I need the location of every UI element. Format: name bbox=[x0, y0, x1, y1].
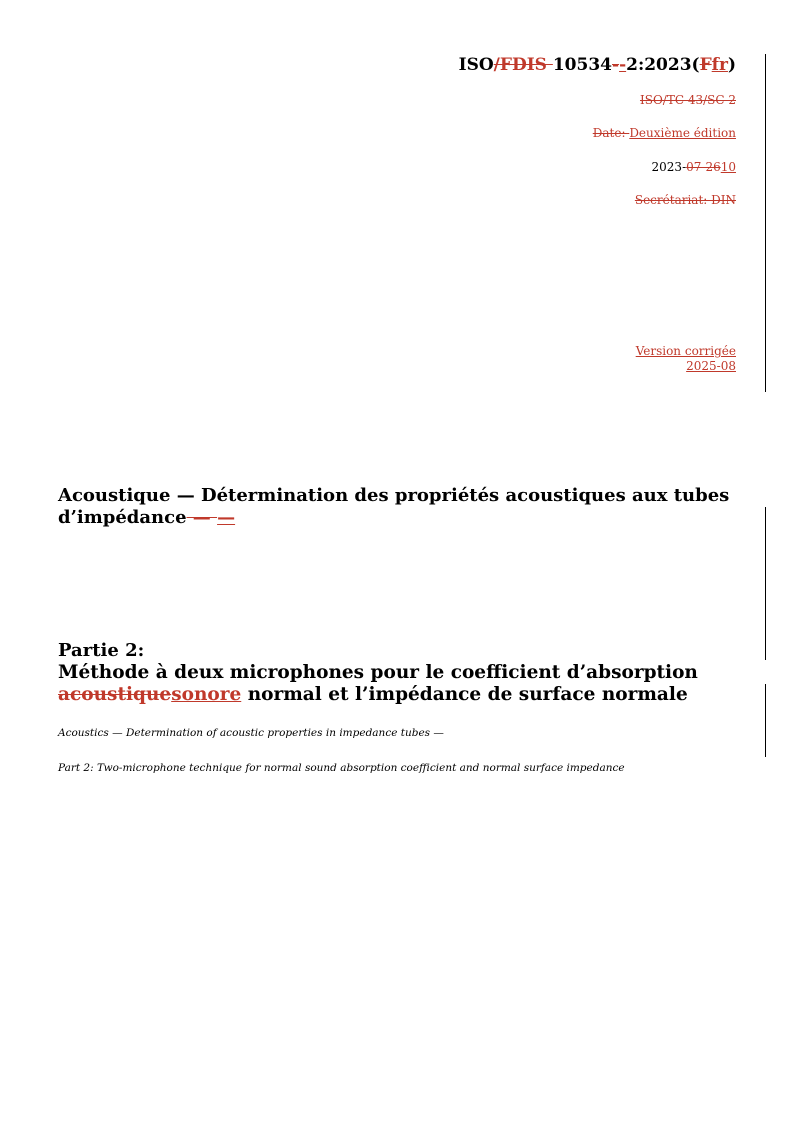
ref-dash-deleted: - bbox=[612, 55, 620, 75]
main-title bbox=[58, 485, 738, 529]
date-deleted-part: 07-26 bbox=[686, 160, 721, 174]
part-label: Partie 2: bbox=[58, 640, 145, 661]
ref-lang-deleted: F bbox=[699, 55, 712, 75]
ref-fdis-deleted: /FDIS bbox=[493, 55, 553, 75]
corrected-version-label: Version corrigée bbox=[635, 344, 736, 358]
ref-lang-inserted: fr bbox=[711, 55, 728, 75]
change-bar-bottom bbox=[765, 684, 766, 757]
document-reference bbox=[459, 55, 736, 75]
committee-deleted: ISO/TC 43/SC 2 bbox=[639, 93, 736, 107]
main-title-text: Acoustique — Détermination des propriétés acoustiques aux tubes d’impédance bbox=[58, 485, 730, 528]
english-title-line1: Acoustics — Determination of acoustic properties in impedance tubes — bbox=[58, 727, 444, 739]
change-bar-middle bbox=[765, 507, 766, 660]
date-label-deleted: Date: bbox=[592, 126, 630, 140]
part-title-start: Méthode à deux microphones pour le coefficient d’absorption bbox=[58, 662, 698, 683]
ref-part-year: 2:2023( bbox=[626, 55, 700, 75]
change-bar-top bbox=[765, 54, 766, 392]
date-inserted-part: 10 bbox=[720, 160, 736, 174]
part-title-end: normal et l’impédance de surface normale bbox=[241, 684, 688, 705]
ref-close-paren: ) bbox=[727, 55, 736, 75]
part-title bbox=[58, 662, 738, 706]
corrected-version-date: 2025-08 bbox=[686, 359, 736, 373]
date-line bbox=[593, 126, 736, 140]
edition-inserted: Deuxième édition bbox=[629, 126, 736, 140]
date-year: 2023- bbox=[651, 160, 687, 174]
title-dash-inserted: — bbox=[217, 507, 236, 528]
ref-number: 10534 bbox=[552, 55, 612, 75]
english-title-line2: Part 2: Two-microphone technique for normal sound absorption coefficient and normal surface impedance bbox=[58, 762, 625, 774]
part-word-deleted: acoustique bbox=[58, 684, 172, 705]
date-value bbox=[652, 160, 736, 174]
ref-dash-inserted: - bbox=[619, 55, 627, 75]
secretariat-deleted: Secrétariat: DIN bbox=[634, 193, 736, 207]
ref-iso: ISO bbox=[458, 55, 494, 75]
title-dash-deleted: — bbox=[186, 507, 218, 528]
part-word-inserted: sonore bbox=[171, 684, 242, 705]
